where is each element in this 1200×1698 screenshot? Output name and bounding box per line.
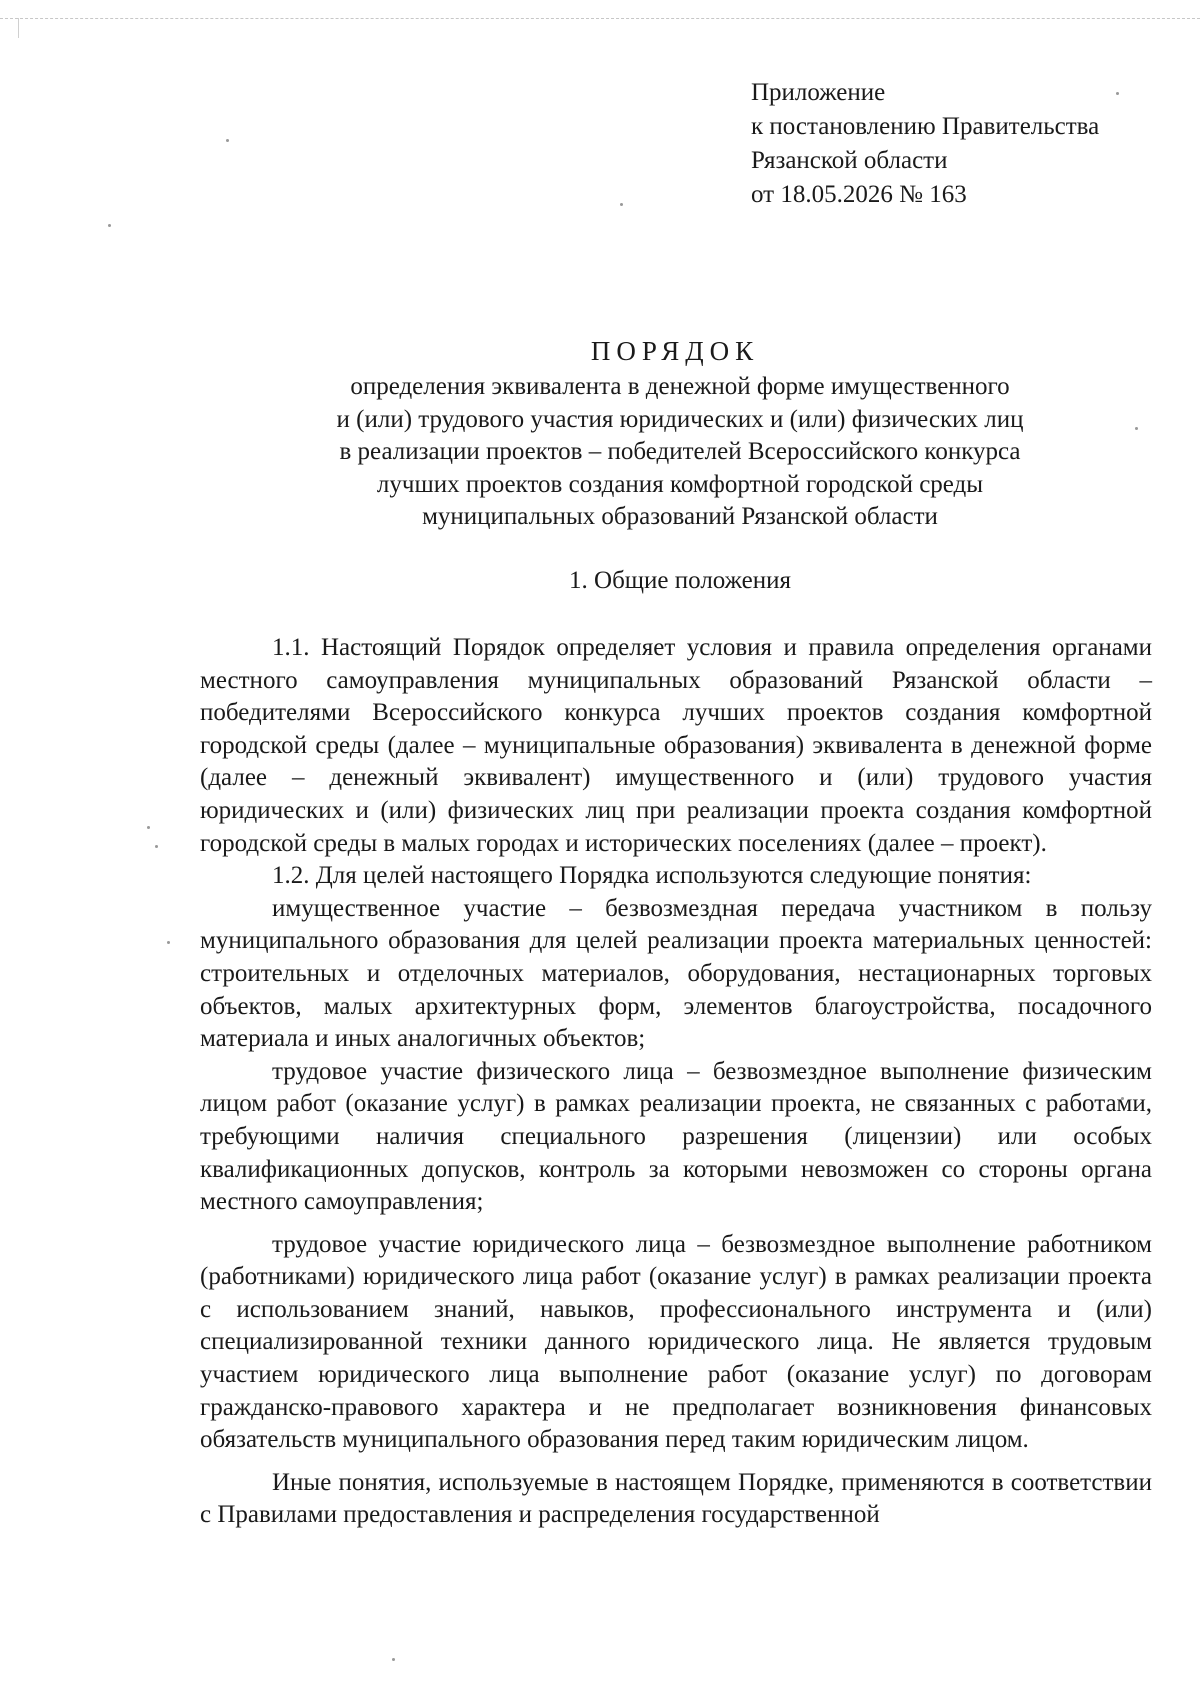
- section-body: [200, 632, 1152, 1532]
- attachment-block: [751, 76, 1171, 212]
- subtitle-line: муниципальных образований Рязанской области: [422, 503, 938, 530]
- document-subtitle: [200, 371, 1160, 534]
- scan-speck: [226, 139, 229, 142]
- paragraph: 1.1. Настоящий Порядок определяет условия и правила определения органами местного самоуправления муниципальных образований Рязанской области – победителями Всероссийского конкурса лучших проектов создания комфортной городской среды (далее – муниципальные образования) эквивалента в денежной форме (далее – денежный эквивалент) имущественного и (или) трудового участия юридических и (или) физических лиц при реализации проекта создания комфортной городской среды в малых городах и исторических поселениях (далее – проект).: [200, 634, 1152, 857]
- subtitle-line: и (или) трудового участия юридических и (или) физических лиц: [336, 405, 1024, 433]
- attachment-line: Приложение: [751, 79, 886, 106]
- attachment-line: от 18.05.2026 № 163: [751, 181, 967, 208]
- attachment-line: к постановлению Правительства: [751, 113, 1100, 140]
- scan-edge-left: [18, 18, 19, 38]
- scan-speck: [155, 845, 158, 848]
- scan-speck: [392, 1658, 395, 1661]
- scan-speck: [620, 203, 623, 206]
- section-heading: 1. Общие положения: [569, 567, 791, 594]
- scan-speck: [167, 941, 170, 944]
- paragraph: трудовое участие юридического лица – безвозмездное выполнение работником (работниками) юридического лица работ (оказание услуг) в рамках реализации проекта с использованием знаний, навыков, профессионального инструмента и (или) специализированной техники данного юридического лица. Не является трудовым участием юридического лица выполнение работ (оказание услуг) по договорам гражданско-правового характера и не предполагает возникновения финансовых обязательств муниципального образования перед таким юридическим лицом.: [200, 1230, 1152, 1454]
- scan-speck: [147, 826, 150, 829]
- paragraph: 1.2. Для целей настоящего Порядка используются следующие понятия:: [272, 862, 1032, 890]
- paragraph: трудовое участие физического лица – безвозмездное выполнение физическим лицом работ (оказание услуг) в рамках реализации проекта, не связанных с работами, требующими наличия специального разрешения (лицензии) или особых квалификационных допусков, контроль за которыми невозможен со стороны органа местного самоуправления;: [200, 1057, 1152, 1216]
- attachment-line: Рязанской области: [751, 147, 948, 174]
- paragraph: имущественное участие – безвозмездная передача участником в пользу муниципального образования для целей реализации проекта материальных ценностей: строительных и отделочных материалов, оборудования, нестационарных торговых объектов, малых архитектурных форм, элементов благоустройства, посадочного материала и иных аналогичных объектов;: [200, 894, 1152, 1053]
- subtitle-line: в реализации проектов – победителей Всероссийского конкурса: [339, 438, 1021, 465]
- scan-speck: [108, 224, 111, 227]
- subtitle-line: определения эквивалента в денежной форме имущественного: [350, 373, 1010, 400]
- paragraph: Иные понятия, используемые в настоящем Порядке, применяются в соответствии с Правилами предоставления и распределения государственной: [200, 1468, 1152, 1529]
- document-title: ПОРЯДОК: [590, 336, 760, 366]
- subtitle-line: лучших проектов создания комфортной городской среды: [376, 470, 984, 498]
- scan-edge-top: [0, 18, 1200, 21]
